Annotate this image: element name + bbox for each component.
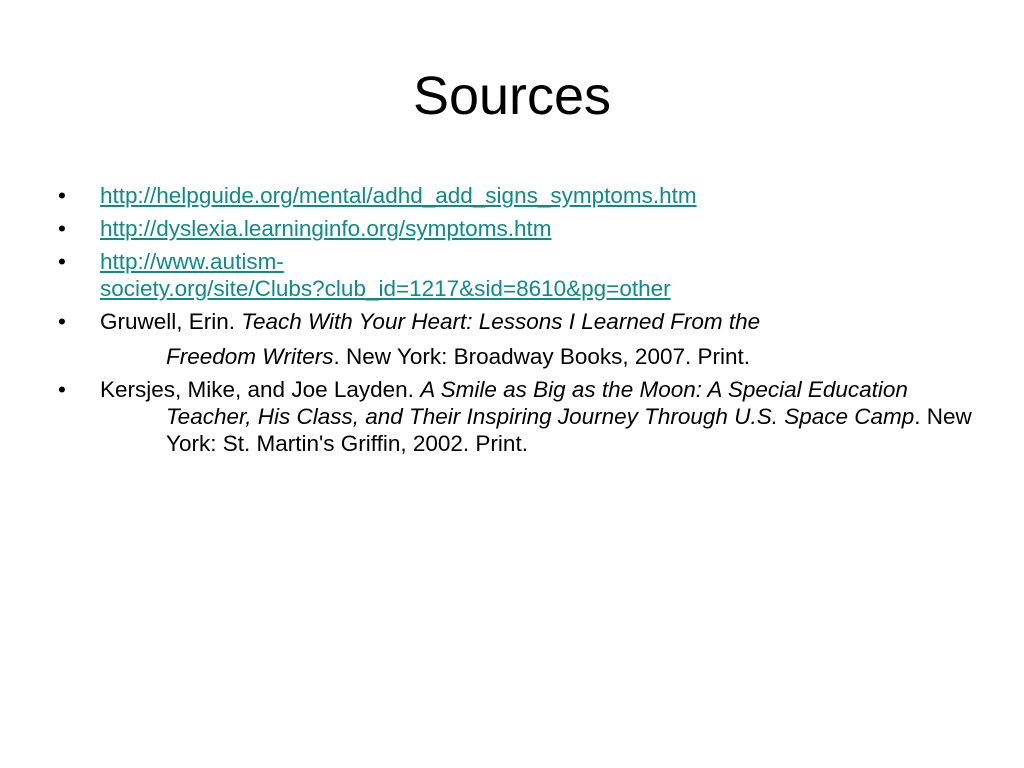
source-item-helpguide <box>58 182 978 209</box>
gruwell-author: Gruwell, Erin. <box>100 309 242 334</box>
gruwell-citation-line-2 <box>100 343 978 370</box>
gruwell-citation-line-1 <box>100 308 978 335</box>
kersjes-title: A Smile as Big as the Moon: A Special Education Teacher, His Class, and Their Inspiring Journey Through U.S. Space Camp <box>166 377 915 429</box>
gruwell-title-line-1: Teach With Your Heart: Lessons I Learned From the <box>241 309 761 334</box>
autism-society-link[interactable] <box>100 249 671 301</box>
bullet: • <box>58 309 66 334</box>
autism-link-line-1[interactable]: http://www.autism- <box>100 249 284 274</box>
autism-link-line-2[interactable]: society.org/site/Clubs?club_id=1217&sid=8610&pg=other <box>100 276 671 301</box>
bullet: • <box>58 377 66 402</box>
gruwell-publication: . New York: Broadway Books, 2007. Print. <box>333 344 751 369</box>
bullet: • <box>58 216 66 241</box>
kersjes-publication: . New York: St. Martin's Griffin, 2002. Print. <box>166 404 972 456</box>
source-item-dyslexia <box>58 215 978 242</box>
gruwell-title-line-2: Freedom Writers <box>166 344 334 369</box>
kersjes-citation <box>100 376 978 457</box>
source-item-kersjes <box>58 376 978 457</box>
kersjes-author: Kersjes, Mike, and Joe Layden. <box>100 377 421 402</box>
slide-title: Sources <box>412 66 612 126</box>
bullet: • <box>58 183 66 208</box>
dyslexia-link[interactable]: http://dyslexia.learninginfo.org/symptoms.htm <box>100 216 552 241</box>
source-list <box>58 182 978 463</box>
source-item-gruwell <box>58 308 978 370</box>
bullet: • <box>58 249 66 274</box>
helpguide-link[interactable]: http://helpguide.org/mental/adhd_add_signs_symptoms.htm <box>100 183 697 208</box>
source-item-autism-society <box>58 248 978 302</box>
